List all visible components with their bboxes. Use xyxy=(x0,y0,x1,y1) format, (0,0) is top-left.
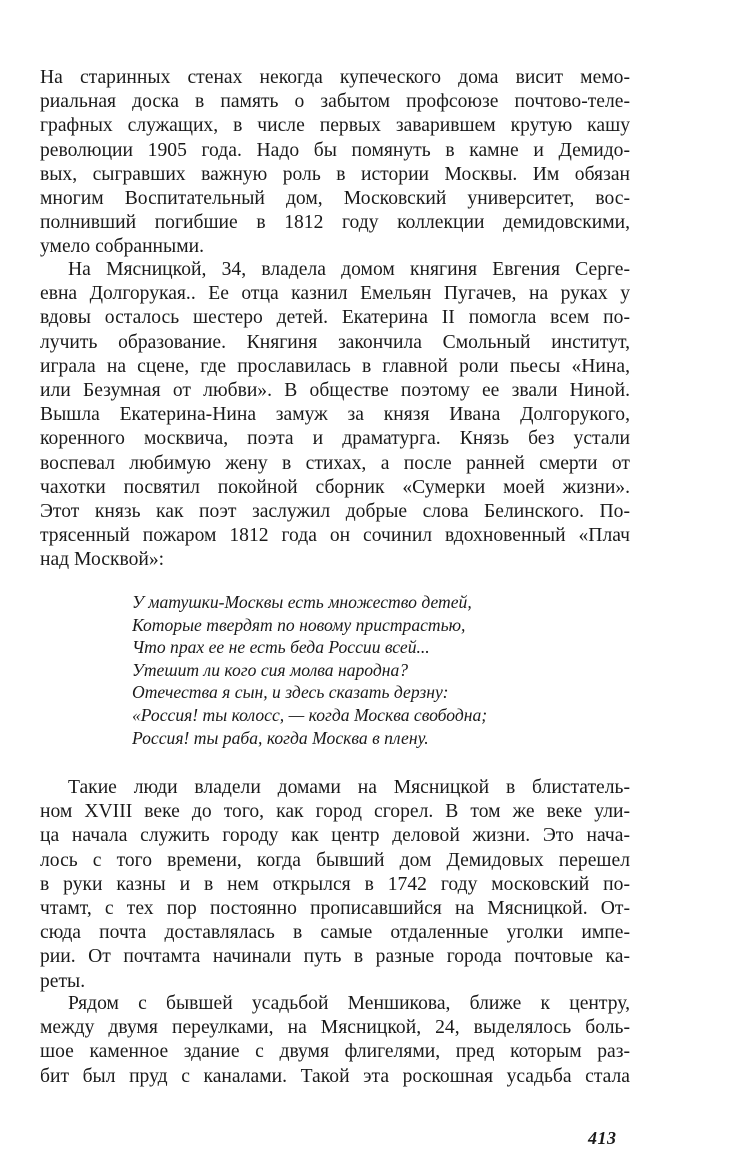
text-line: играла на сцене, где прославилась в главной роли пьесы «Нина, xyxy=(40,355,630,377)
text-line: революции 1905 года. Надо бы помянуть в камне и Демидо- xyxy=(40,139,630,161)
text-line: чахотки посвятил покойной сборник «Сумерки моей жизни». xyxy=(40,476,630,498)
paragraph-3 xyxy=(40,776,630,994)
text-line: Вышла Екатерина-Нина замуж за князя Ивана Долгорукого, xyxy=(40,404,630,426)
poem-line: Россия! ты раба, когда Москва в плену. xyxy=(132,727,429,748)
poem-line: Отечества я сын, и здесь сказать дерзну: xyxy=(132,682,449,703)
poem-line: Что прах ее не есть беда России всей... xyxy=(132,637,430,658)
text-line: умело собранными. xyxy=(40,236,204,258)
text-line: в руки казны и в нем открылся в 1742 году московский по- xyxy=(40,873,630,895)
text-line: На Мясницкой, 34, владела домом княгиня Евгения Серге- xyxy=(68,259,630,280)
text-line: коренного москвича, поэта и драматурга. Князь без устали xyxy=(40,428,630,450)
text-line: многим Воспитательный дом, Московский университет, вос- xyxy=(40,187,630,209)
poem-quote xyxy=(132,591,602,749)
text-line: лучить образование. Княгиня закончила Смольный институт, xyxy=(40,331,630,353)
text-line: графных служащих, в числе первых заварившем крутую кашу xyxy=(40,115,630,137)
text-line: воспевал любимую жену в стихах, а после ранней смерти от xyxy=(40,452,630,474)
paragraph-1 xyxy=(40,66,630,260)
text-line: На старинных стенах некогда купеческого дома висит мемо- xyxy=(40,67,630,88)
page-number: 413 xyxy=(588,1128,617,1148)
text-line: реты. xyxy=(40,970,86,992)
text-line: Этот князь как поэт заслужил добрые слова Белинского. По- xyxy=(40,500,630,522)
text-line: лось с того времени, когда бывший дом Демидовых перешел xyxy=(40,849,630,871)
text-line: Рядом с бывшей усадьбой Меншикова, ближе к центру, xyxy=(68,993,630,1014)
text-line: вых, сыгравших важную роль в истории Москвы. Им обязан xyxy=(40,163,630,185)
text-line: ном XVIII веке до того, как город сгорел. В том же веке ули- xyxy=(40,801,630,823)
text-line: чтамт, с тех пор постоянно прописавшийся на Мясницкой. От- xyxy=(40,897,630,919)
text-line: или Безумная от любви». В обществе поэтому ее звали Ниной. xyxy=(40,379,630,401)
poem-line: «Россия! ты колосс, — когда Москва свободна; xyxy=(132,704,488,725)
paragraph-2 xyxy=(40,258,630,572)
text-line: между двумя переулками, на Мясницкой, 24, выделялось боль- xyxy=(40,1017,630,1039)
paragraph-4 xyxy=(40,992,630,1089)
text-line: вдовы осталось шестеро детей. Екатерина II помогла всем по- xyxy=(40,307,630,329)
poem-line: Утешит ли кого сия молва народна? xyxy=(132,659,409,680)
text-line: евна Долгорукая.. Ее отца казнил Емельян Пугачев, на руках у xyxy=(40,283,630,305)
text-line: шое каменное здание с двумя флигелями, пред которым раз- xyxy=(40,1041,630,1063)
text-line: полнивший погибшие в 1812 году коллекции демидовскими, xyxy=(40,212,630,234)
text-line: трясенный пожаром 1812 года он сочинил вдохновенный «Плач xyxy=(40,525,630,547)
text-line: риальная доска в память о забытом профсоюзе почтово-теле- xyxy=(40,91,630,113)
text-line: над Москвой»: xyxy=(40,549,165,571)
text-line: бит был пруд с каналами. Такой эта роскошная усадьба стала xyxy=(40,1065,630,1087)
text-line: ца начала служить городу как центр деловой жизни. Это нача- xyxy=(40,825,630,847)
text-line: Такие люди владели домами на Мясницкой в блистатель- xyxy=(68,777,630,798)
text-line: сюда почта доставлялась в самые отдаленные уголки импе- xyxy=(40,922,630,944)
poem-line: Которые твердят по новому пристрастью, xyxy=(132,614,466,635)
poem-line: У матушки-Москвы есть множество детей, xyxy=(132,592,472,612)
text-line: рии. От почтамта начинали путь в разные города почтовые ка- xyxy=(40,946,630,968)
